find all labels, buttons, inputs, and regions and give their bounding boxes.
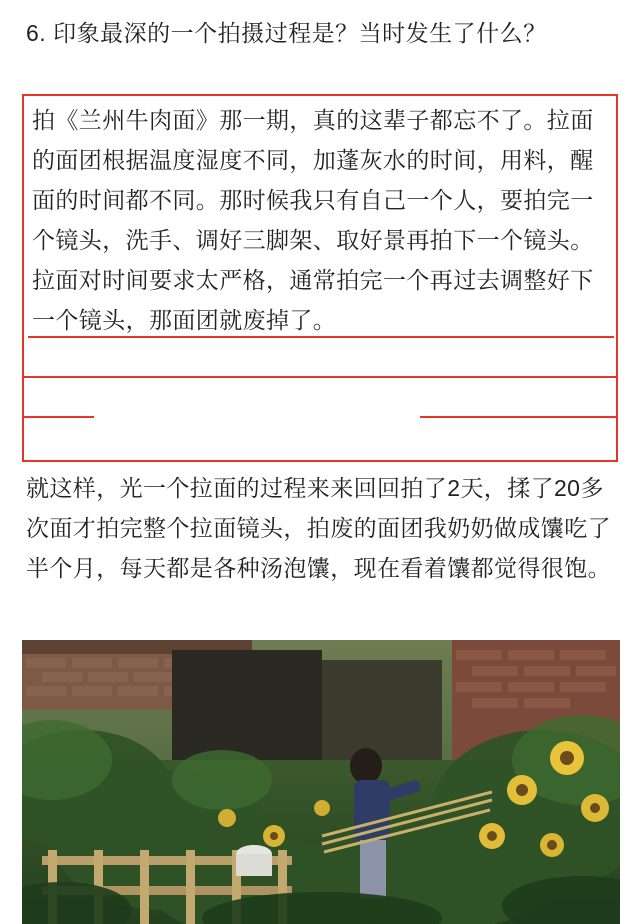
body-paragraph: 就这样，光一个拉面的过程来来回回拍了2天，揉了20多次面才拍完整个拉面镜头，拍废的面团我奶奶做成馕吃了半个月，每天都是各种汤泡馕，现在看着馕都觉得很饱。 <box>26 475 611 581</box>
red-underline-4 <box>420 416 616 418</box>
article-photo <box>22 640 620 924</box>
red-underline-1 <box>28 336 614 338</box>
red-highlight-box <box>22 94 618 462</box>
red-underline-2 <box>24 376 616 378</box>
red-underline-3 <box>24 416 94 418</box>
highlighted-paragraph: 拍《兰州牛肉面》那一期，真的这辈子都忘不了。拉面的面团根据温度湿度不同，加蓬灰水的时间，用料，醒面的时间都不同。那时候我只有自己一个人，要拍完一个镜头，洗手、调好三脚架、取好景再拍下一个镜头。拉面对时间要求太严格，通常拍完一个再过去调整好下一个镜头，那面团就废掉了。 <box>32 107 594 333</box>
question-heading: 6. 印象最深的一个拍摄过程是？当时发生了什么？ <box>26 20 547 46</box>
